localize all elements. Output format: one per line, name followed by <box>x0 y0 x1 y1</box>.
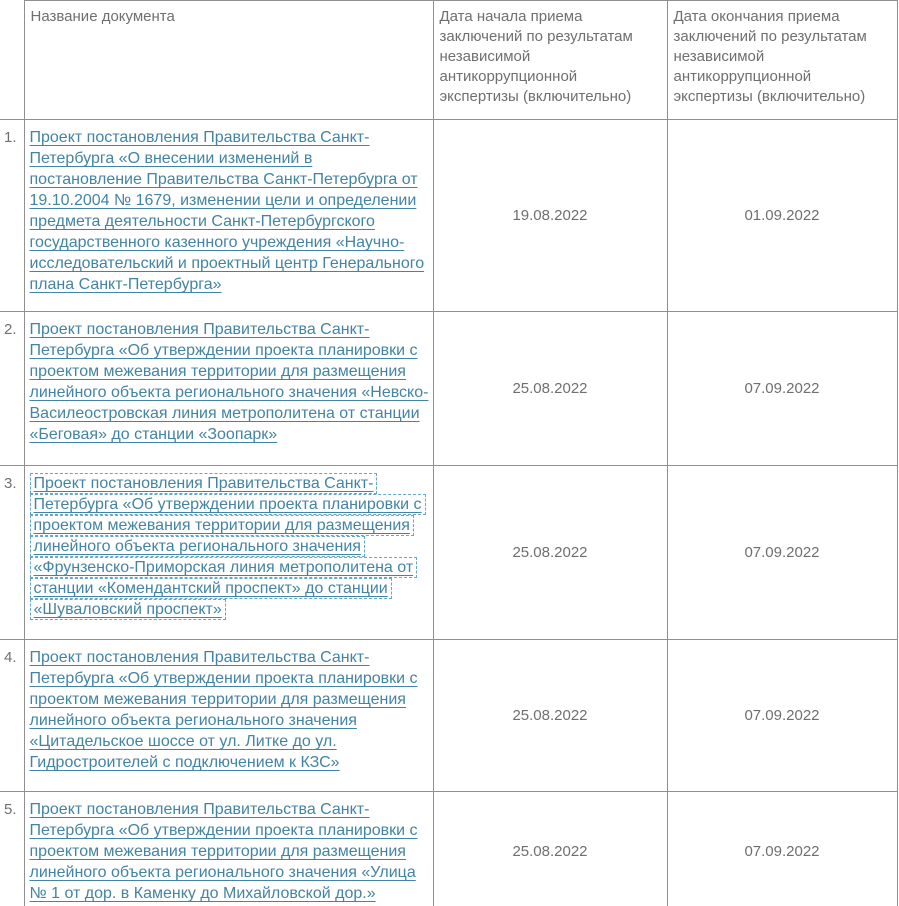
column-header-number <box>0 1 24 120</box>
date-end: 07.09.2022 <box>667 466 897 640</box>
date-end: 01.09.2022 <box>667 120 897 312</box>
date-end: 07.09.2022 <box>667 792 897 906</box>
row-number: 3. <box>0 466 24 640</box>
date-start: 25.08.2022 <box>433 640 667 792</box>
row-number: 1. <box>0 120 24 312</box>
table-row <box>0 792 897 906</box>
date-start: 25.08.2022 <box>433 792 667 906</box>
document-link[interactable]: Проект постановления Правительства Санкт-Петербурга «Об утверждении проекта планировки с проектом межевания территории для размещения линейного объекта регионального значения «Цитадельское шоссе от ул. Литке до ул. Гидростроителей с подключением к КЗС» <box>29 649 418 771</box>
table-row <box>0 120 897 312</box>
document-link[interactable]: Проект постановления Правительства Санкт-Петербурга «Об утверждении проекта планировки с проектом межевания территории для размещения линейного объекта регионального значения «Улица № 1 от дор. в Каменку до Михайловской дор.» <box>29 801 418 902</box>
table-row <box>0 312 897 466</box>
date-start: 25.08.2022 <box>433 312 667 466</box>
date-start: 25.08.2022 <box>433 466 667 640</box>
column-header-date-end: Дата окончания приема заключений по результатам независимой антикоррупционной экспертизы (включительно) <box>667 1 897 120</box>
table-row <box>0 466 897 640</box>
table-row <box>0 640 897 792</box>
row-number: 2. <box>0 312 24 466</box>
date-end: 07.09.2022 <box>667 640 897 792</box>
header-row <box>0 1 897 120</box>
document-link-focused[interactable]: Проект постановления Правительства Санкт-Петербурга «Об утверждении проекта планировки с проектом межевания территории для размещения линейного объекта регионального значения «Фрунзенско-Приморская линия метрополитена от станции «Комендантский проспект» до станции «Шуваловский проспект» <box>30 473 426 620</box>
document-link[interactable]: Проект постановления Правительства Санкт-Петербурга «Об утверждении проекта планировки с проектом межевания территории для размещения линейного объекта регионального значения «Невско-Василеостровская линия метрополитена от станции «Беговая» до станции «Зоопарк» <box>29 321 429 443</box>
row-number: 4. <box>0 640 24 792</box>
row-number: 5. <box>0 792 24 906</box>
date-start: 19.08.2022 <box>433 120 667 312</box>
column-header-date-start: Дата начала приема заключений по результатам независимой антикоррупционной экспертизы (включительно) <box>433 1 667 120</box>
document-link[interactable]: Проект постановления Правительства Санкт-Петербурга «О внесении изменений в постановление Правительства Санкт-Петербурга от 19.10.2004 № 1679, изменении цели и определении предмета деятельности Санкт-Петербургского государственного казенного учреждения «Научно-исследовательский и проектный центр Генерального плана Санкт-Петербурга» <box>29 129 425 293</box>
column-header-document-name: Название документа <box>24 1 433 120</box>
date-end: 07.09.2022 <box>667 312 897 466</box>
